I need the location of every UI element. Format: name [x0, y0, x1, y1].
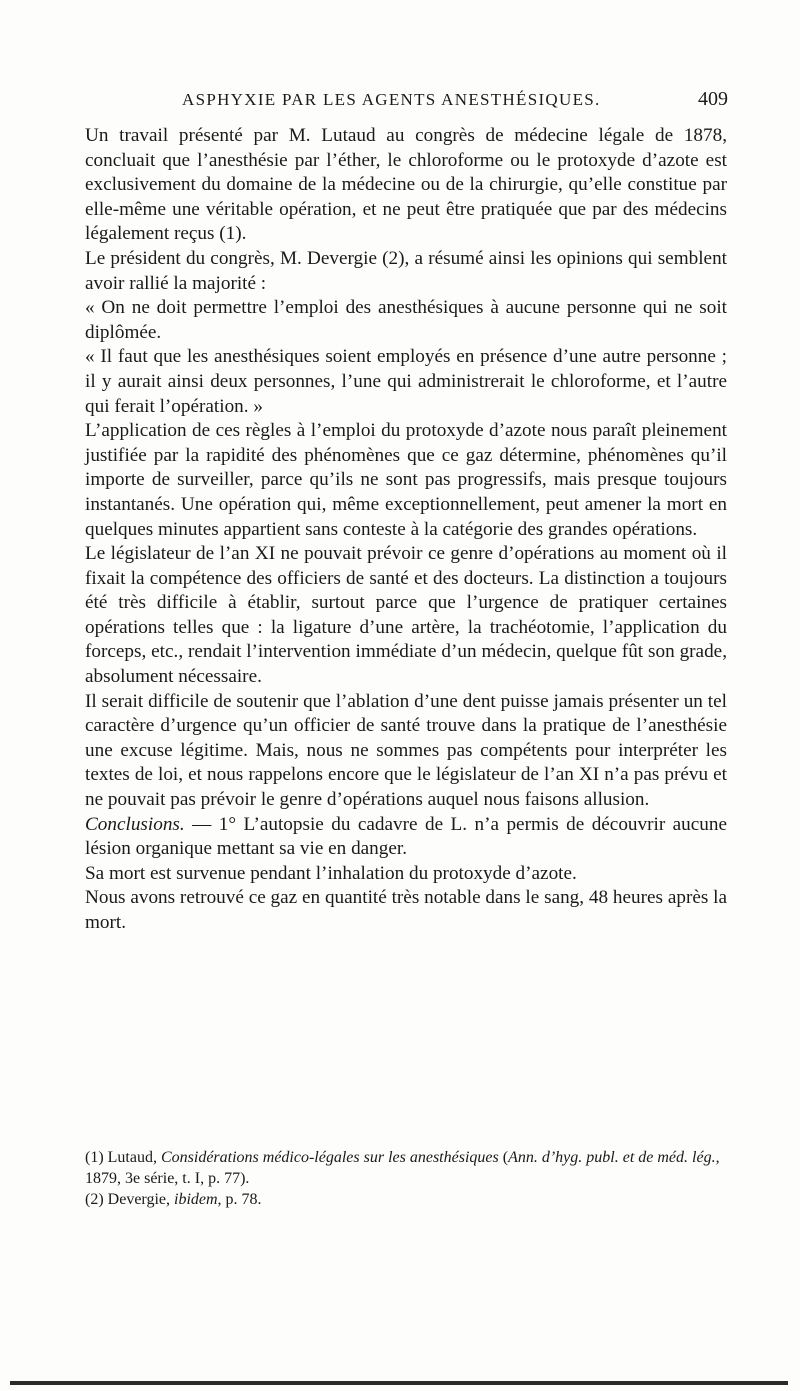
footnote-title: Considérations médico-légales sur les anesthésiques — [160, 1149, 499, 1166]
paragraph: Nous avons retrouvé ce gaz en quantité très notable dans le sang, 48 heures après la mort. — [85, 887, 727, 933]
footnote-journal: Ann. d’hyg. publ. et de méd. lég. — [508, 1149, 716, 1166]
paragraph: « Il faut que les anesthésiques soient employés en présence d’une autre personne ; il y aurait ainsi deux personnes, l’une qui administrerait le chloroforme, et l’autre qui ferait l’opération. » — [85, 346, 727, 417]
footnote-1 — [85, 1147, 727, 1189]
paragraph: Un travail présenté par M. Lutaud au congrès de médecine légale de 1878, concluait que l’anesthésie par l’éther, le chloroforme ou le protoxyde d’azote est exclusivement du domaine de la médecine ou de la chirurgie, qu’elle constitue par elle-même une véritable opération, et ne peut être pratiquée que par des médecins légalement reçus (1). — [85, 125, 727, 245]
page-header — [92, 88, 728, 118]
paragraph: Sa mort est survenue pendant l’inhalation du protoxyde d’azote. — [85, 862, 577, 884]
footnote-citation: , 1879, 3e série, t. I, p. 77). — [85, 1149, 720, 1187]
conclusions-paragraph — [85, 813, 727, 862]
footnote-separator: ( — [498, 1149, 509, 1166]
page-number: 409 — [698, 88, 728, 110]
footnote-author: (2) Devergie, — [85, 1191, 174, 1208]
paragraph: Le législateur de l’an XI ne pouvait prévoir ce genre d’opérations au moment où il fixait la compétence des officiers de santé et des docteurs. La distinction a toujours été très difficile à établir, surtout parce que l’urgence de pratiquer certaines opérations telles que : la ligature d’une artère, la trachéotomie, l’application du forceps, etc., rendait l’intervention immédiate d’un médecin, quelque fût son grade, absolument nécessaire. — [85, 543, 727, 688]
footnote-ref: ibidem — [174, 1191, 218, 1208]
paragraph: L’application de ces règles à l’emploi du protoxyde d’azote nous paraît pleinement justifiée par la rapidité des phénomènes que ce gaz détermine, phénomènes qu’il importe de surveiller, parce qu’ils ne sont pas progressifs, mais presque toujours instantanés. Une opération qui, même exceptionnellement, peut amener la mort en quelques minutes appartient sans conteste à la catégorie des grandes opérations. — [85, 420, 727, 540]
conclusions-label: Conclusions. — [85, 813, 185, 835]
page-bottom-edge — [10, 1381, 788, 1385]
body-text — [85, 124, 727, 936]
footnotes — [85, 1147, 727, 1210]
running-head: ASPHYXIE PAR LES AGENTS ANESTHÉSIQUES. — [182, 90, 601, 109]
footnote-citation: , p. 78. — [217, 1191, 262, 1208]
conclusions-text: — 1° L’autopsie du cadavre de L. n’a permis de découvrir aucune lésion organique mettant sa vie en danger. — [85, 813, 727, 860]
paragraph: « On ne doit permettre l’emploi des anesthésiques à aucune personne qui ne soit diplômée. — [85, 297, 727, 343]
paragraph: Le président du congrès, M. Devergie (2), a résumé ainsi les opinions qui semblent avoir rallié la majorité : — [85, 247, 727, 294]
footnote-author: (1) Lutaud, — [85, 1149, 161, 1166]
paragraph: Il serait difficile de soutenir que l’ablation d’une dent puisse jamais présenter un tel caractère d’urgence qu’un officier de santé trouve dans la pratique de l’anesthésie une excuse légitime. Mais, nous ne sommes pas compétents pour interpréter les textes de loi, et nous rappelons encore que le législateur de l’an XI n’a pas prévu et ne pouvait pas prévoir le genre d’opérations auquel nous faisons allusion. — [85, 690, 727, 811]
footnote-2 — [85, 1189, 727, 1210]
